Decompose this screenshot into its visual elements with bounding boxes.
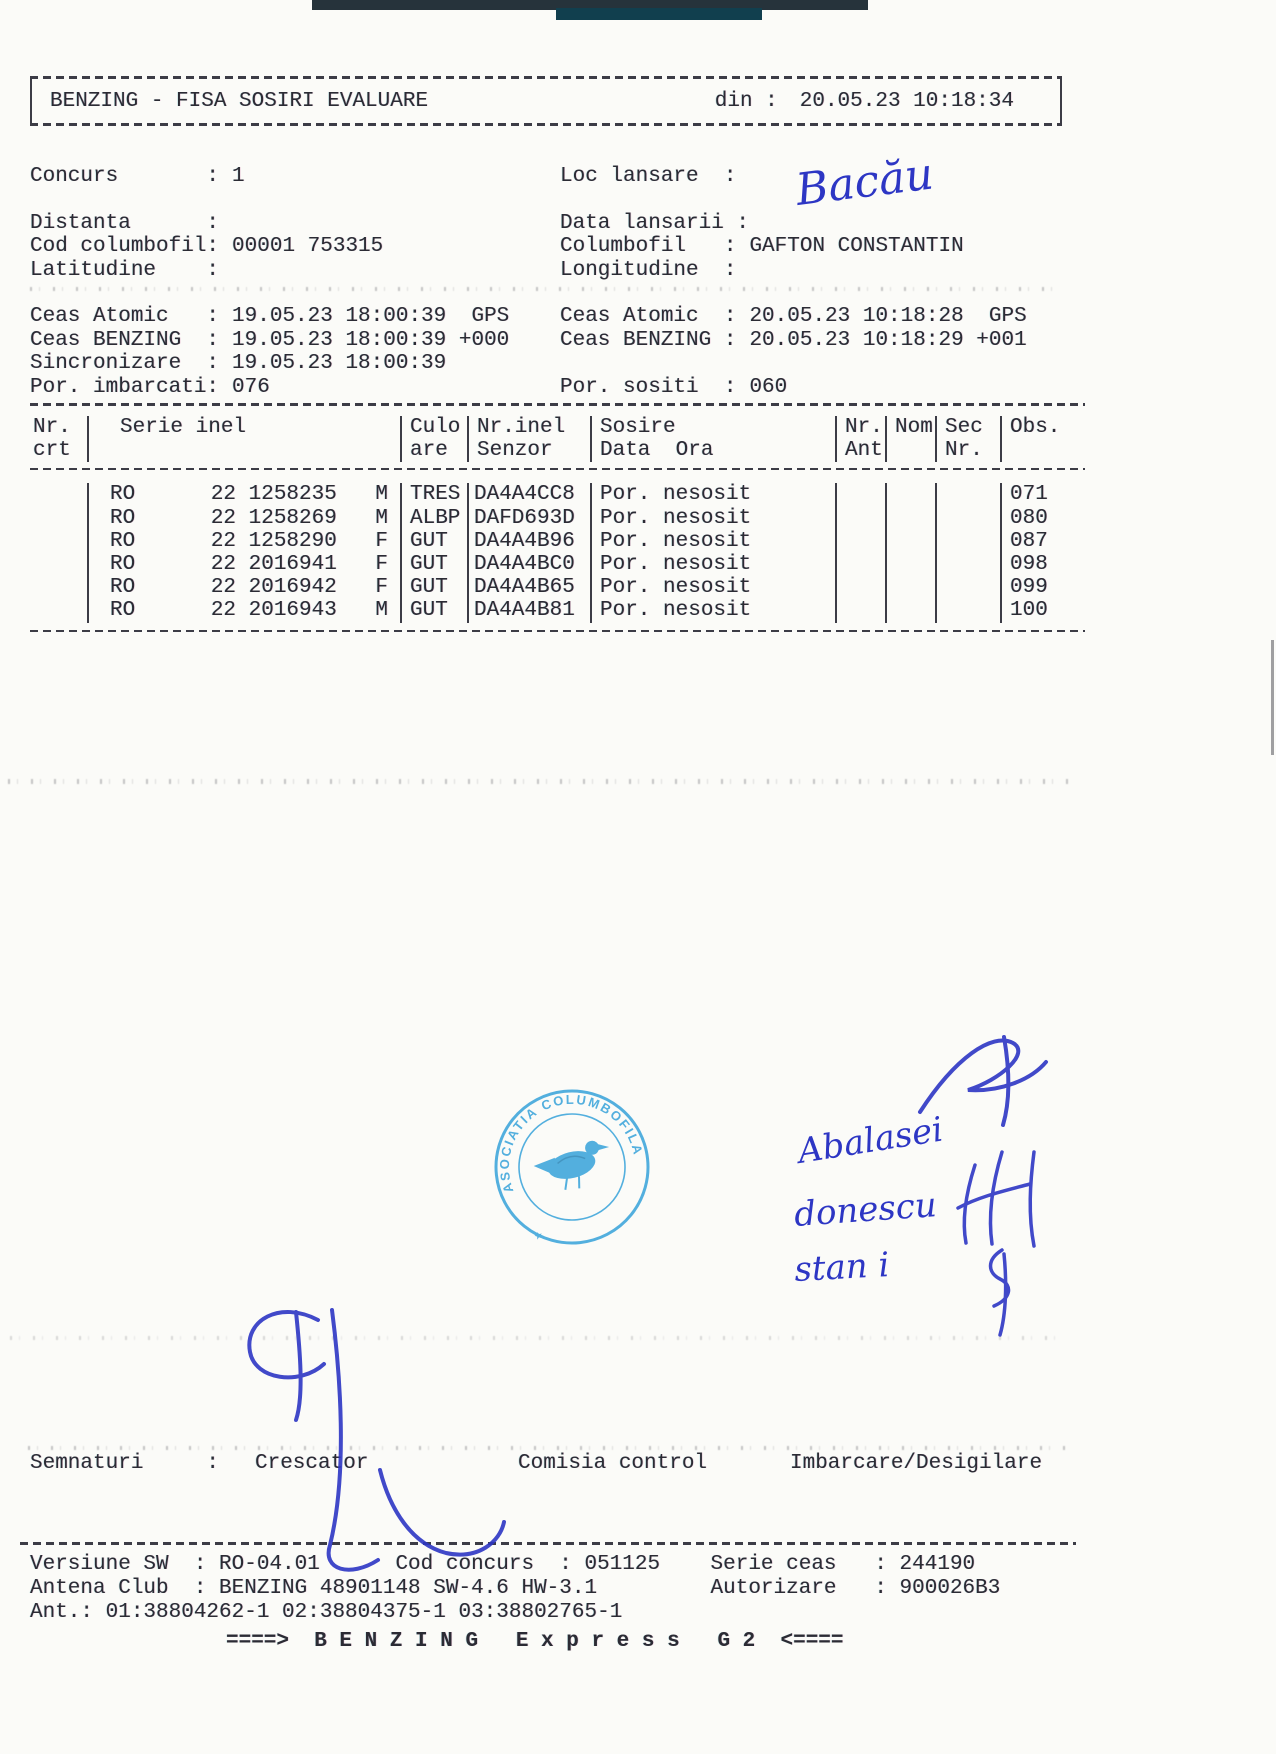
field-loc-lansare: Loc lansare : bbox=[560, 165, 737, 188]
col-sosire: Sosire Data Ora bbox=[590, 416, 835, 462]
sensor-cell: DA4A4B96 bbox=[467, 530, 590, 553]
field-distanta: Distanta : bbox=[30, 211, 220, 235]
field-ceas-benzing-end: Ceas BENZING : 20.05.23 10:18:29 +001 bbox=[560, 328, 1027, 352]
stamp-star-icon: ★ bbox=[532, 1227, 546, 1245]
col-obs: Obs. bbox=[1000, 416, 1085, 462]
field-data-lansarii: Data lansarii : bbox=[560, 211, 750, 235]
obs-cell: 087 bbox=[1000, 530, 1085, 553]
handwritten-note-2: donescu bbox=[792, 1185, 938, 1235]
field-por-sositi: Por. sositi : 060 bbox=[560, 375, 788, 399]
footer-version-line: Versiune SW : RO-04.01 Cod concurs : 051125 Serie ceas : 244190 bbox=[30, 1553, 976, 1576]
handwritten-loc-lansare: Bacău bbox=[793, 148, 937, 216]
ring-cell: RO 22 1258290 F bbox=[87, 530, 400, 553]
signature-crescator-label: Crescator bbox=[255, 1452, 369, 1475]
field-ceas-atomic-end: Ceas Atomic : 20.05.23 10:18:28 GPS bbox=[560, 305, 1027, 328]
field-ceas-atomic-start: Ceas Atomic : 19.05.23 18:00:39 GPS bbox=[30, 305, 510, 328]
sex-value: M bbox=[375, 506, 388, 530]
field-concurs: Concurs : 1 bbox=[30, 165, 245, 188]
color-cell: GUT bbox=[400, 530, 467, 553]
arrival-cell: Por. nesosit bbox=[590, 576, 835, 599]
sex-value: M bbox=[375, 483, 388, 507]
report-date-value: 20.05.23 10:18:34 bbox=[799, 89, 1014, 113]
col-sec-nr: Sec Nr. bbox=[935, 416, 1000, 462]
signature-imbarcare-label: Imbarcare/Desigilare bbox=[790, 1452, 1043, 1475]
handwritten-note-1: Abalasei bbox=[795, 1109, 946, 1172]
field-longitudine: Longitudine : bbox=[560, 258, 737, 282]
field-por-imbarcati: Por. imbarcati: 076 bbox=[30, 375, 270, 399]
pigeon-icon bbox=[532, 1139, 613, 1193]
signatures-label: Semnaturi : bbox=[30, 1452, 220, 1475]
arrival-cell: Por. nesosit bbox=[590, 507, 835, 530]
sensor-cell: DAFD693D bbox=[467, 507, 590, 530]
obs-cell: 100 bbox=[1000, 599, 1085, 622]
signature-comisia-label: Comisia control bbox=[518, 1452, 708, 1475]
arrival-cell: Por. nesosit bbox=[590, 483, 835, 506]
arrival-cell: Por. nesosit bbox=[590, 530, 835, 553]
col-serie-inel: Serie inel bbox=[87, 416, 400, 462]
sex-value: F bbox=[375, 529, 388, 553]
ring-cell: RO 22 1258235 M bbox=[87, 483, 400, 506]
field-sincronizare: Sincronizare : 19.05.23 18:00:39 bbox=[30, 352, 447, 375]
footer-ant-ids-line: Ant.: 01:38804262-1 02:38804375-1 03:38802765-1 bbox=[30, 1601, 623, 1624]
sensor-cell: DA4A4CC8 bbox=[467, 483, 590, 506]
color-cell: GUT bbox=[400, 553, 467, 576]
field-cod-columbofil: Cod columbofil: 00001 753315 bbox=[30, 235, 384, 258]
sensor-cell: DA4A4B81 bbox=[467, 599, 590, 622]
sex-value: F bbox=[375, 576, 388, 600]
field-ceas-benzing-start: Ceas BENZING : 19.05.23 18:00:39 +000 bbox=[30, 328, 510, 352]
sex-value: M bbox=[375, 599, 388, 623]
arrival-cell: Por. nesosit bbox=[590, 553, 835, 576]
footer-benzing-express-line: ====> B E N Z I N G E x p r e s s G 2 <==== bbox=[226, 1630, 844, 1653]
svg-text:ASOCIATIA COLUMBOFILA: ASOCIATIA COLUMBOFILA bbox=[496, 1091, 647, 1195]
color-cell: ALBP bbox=[400, 507, 467, 530]
handwritten-note-3: stan i bbox=[793, 1245, 891, 1290]
color-cell: GUT bbox=[400, 599, 467, 622]
sensor-cell: DA4A4B65 bbox=[467, 576, 590, 599]
obs-cell: 098 bbox=[1000, 553, 1085, 576]
club-stamp bbox=[488, 1083, 655, 1250]
arrival-cell: Por. nesosit bbox=[590, 599, 835, 622]
ring-cell: RO 22 2016942 F bbox=[87, 576, 400, 599]
ring-cell: RO 22 2016943 M bbox=[87, 599, 400, 622]
signature-stani-ink bbox=[991, 1250, 1009, 1335]
footer-antenna-line: Antena Club : BENZING 48901148 SW-4.6 HW-3.1 Autorizare : 900026B3 bbox=[30, 1577, 1001, 1600]
obs-cell: 071 bbox=[1000, 483, 1085, 506]
color-cell: GUT bbox=[400, 576, 467, 599]
field-columbofil: Columbofil : GAFTON CONSTANTIN bbox=[560, 235, 964, 258]
col-culoare: Culo are bbox=[400, 416, 467, 462]
col-nom: Nom bbox=[885, 416, 935, 462]
report-date-label: din : bbox=[714, 89, 778, 113]
field-latitudine: Latitudine : bbox=[30, 258, 220, 282]
sex-value: F bbox=[375, 553, 388, 577]
ring-cell: RO 22 2016941 F bbox=[87, 553, 400, 576]
obs-cell: 099 bbox=[1000, 576, 1085, 599]
color-cell: TRES bbox=[400, 483, 467, 506]
obs-cell: 080 bbox=[1000, 507, 1085, 530]
col-nr-crt: Nr. crt bbox=[33, 415, 71, 462]
sensor-cell: DA4A4BC0 bbox=[467, 553, 590, 576]
ring-cell: RO 22 1258269 M bbox=[87, 507, 400, 530]
report-title: BENZING - FISA SOSIRI EVALUARE bbox=[50, 89, 429, 113]
signature-crescator-ink bbox=[249, 1310, 504, 1570]
col-nr-ant: Nr. Ant bbox=[835, 416, 885, 462]
signature-comisia-ink bbox=[958, 1152, 1034, 1246]
col-senzor: Nr.inel Senzor bbox=[467, 416, 590, 462]
